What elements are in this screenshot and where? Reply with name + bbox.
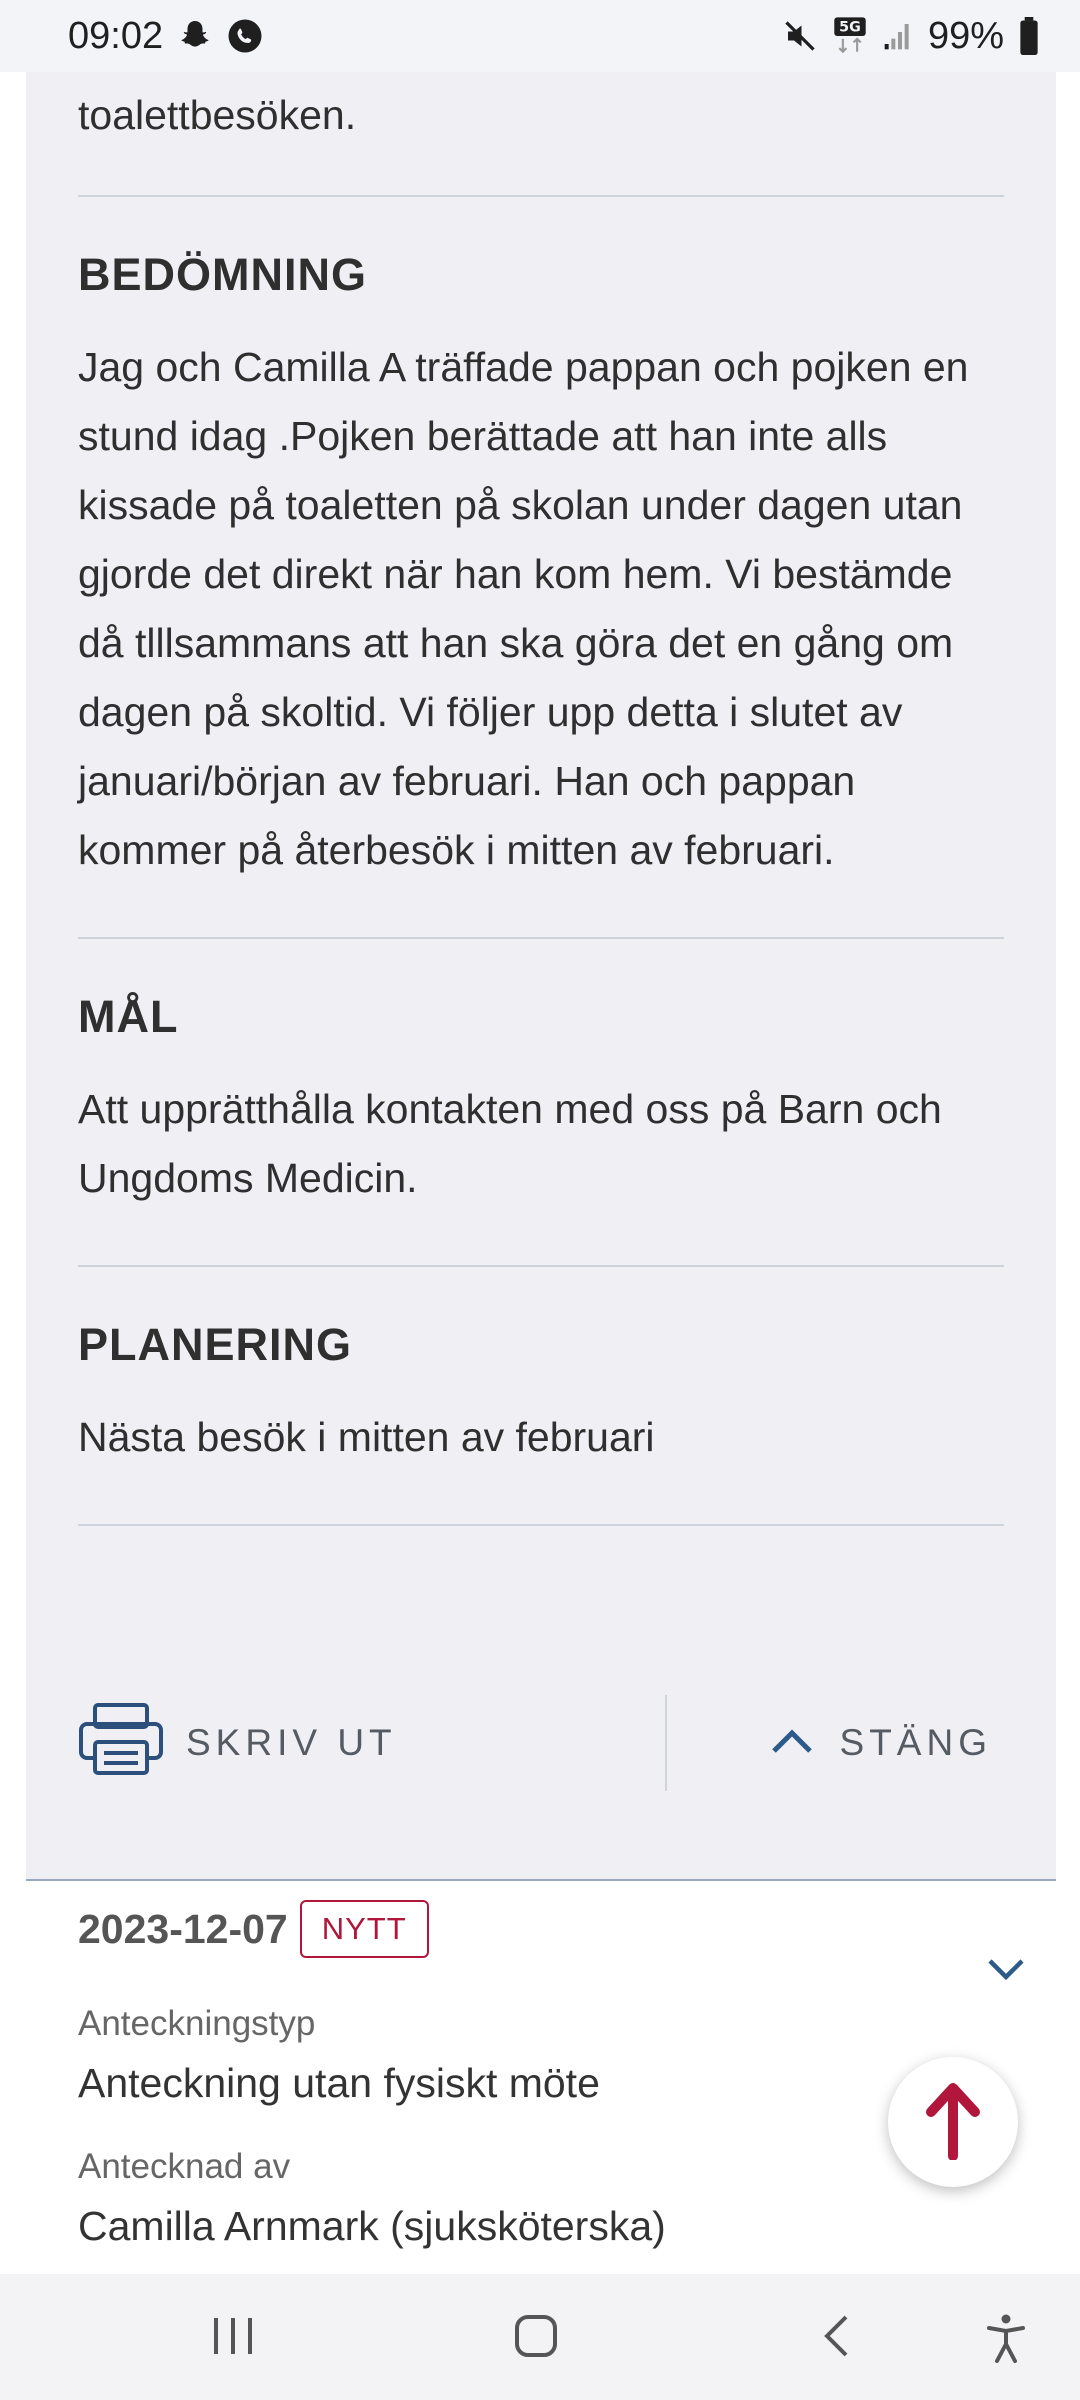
- section-body-assessment: Jag och Camilla A träffade pappan och pojken en stund idag .Pojken berättade att han inte alls kissade på toaletten på skolan under dagen utan gjorde det direkt när han kom hem. Vi bestämde då tlllsammans att han ska göra det en gång om dagen på skoltid. Vi följer upp detta i slutet av januari/början av februari. Han och pappan kommer på återbesök i mitten av februari.: [78, 344, 969, 873]
- back-icon[interactable]: [822, 2314, 852, 2363]
- divider: [78, 195, 1004, 197]
- chevron-up-icon: [770, 1722, 814, 1764]
- divider: [78, 937, 1004, 939]
- scroll-to-top-button[interactable]: [888, 2057, 1018, 2187]
- signal-icon: [882, 20, 914, 52]
- section-title-goal: MÅL: [78, 991, 179, 1042]
- snapchat-icon: [177, 18, 213, 54]
- mute-icon: [782, 18, 818, 54]
- journal-entry[interactable]: [78, 1900, 1018, 2250]
- note-type-value: Anteckning utan fysiskt möte: [78, 2060, 600, 2106]
- network-label: 5G: [839, 19, 861, 36]
- arrow-up-icon: [923, 2080, 983, 2165]
- close-button[interactable]: [667, 1722, 1004, 1764]
- status-left: [68, 15, 263, 58]
- new-badge: NYTT: [300, 1900, 429, 1958]
- entry-date: 2023-12-07: [78, 1905, 288, 1952]
- author-value: Camilla Arnmark (sjuksköterska): [78, 2203, 666, 2249]
- print-button[interactable]: [78, 1695, 667, 1791]
- 5g-icon: [832, 16, 868, 56]
- author-label: Antecknad av: [78, 2147, 291, 2186]
- print-label: SKRIV UT: [186, 1722, 397, 1763]
- whatsapp-icon: [227, 18, 263, 54]
- divider: [78, 1265, 1004, 1267]
- home-icon[interactable]: [514, 2314, 558, 2363]
- section-title-planning: PLANERING: [78, 1319, 353, 1370]
- chevron-down-icon[interactable]: [986, 1956, 1026, 1987]
- journal-note-panel: [26, 72, 1056, 1881]
- section-title-assessment: BEDÖMNING: [78, 249, 367, 300]
- note-partial-text: toalettbesöken.: [78, 92, 357, 138]
- entry-header: [78, 1900, 1018, 1958]
- status-right: [782, 15, 1040, 58]
- printer-icon: [78, 1702, 164, 1785]
- accessibility-icon[interactable]: [986, 2314, 1026, 2369]
- status-bar: [0, 0, 1080, 72]
- battery-level: 99%: [927, 14, 1004, 57]
- note-type-label: Anteckningstyp: [78, 2004, 316, 2043]
- recent-apps-icon[interactable]: [210, 2314, 256, 2363]
- section-body-planning: Nästa besök i mitten av februari: [78, 1414, 655, 1460]
- close-label: STÄNG: [839, 1722, 992, 1763]
- note-actions: [78, 1695, 1004, 1791]
- system-nav-bar: [0, 2274, 1080, 2400]
- battery-icon: [1018, 17, 1040, 55]
- section-body-goal: Att upprätthålla kontakten med oss på Barn och Ungdoms Medicin.: [78, 1086, 942, 1201]
- status-time: 09:02: [68, 14, 164, 57]
- divider: [78, 1524, 1004, 1526]
